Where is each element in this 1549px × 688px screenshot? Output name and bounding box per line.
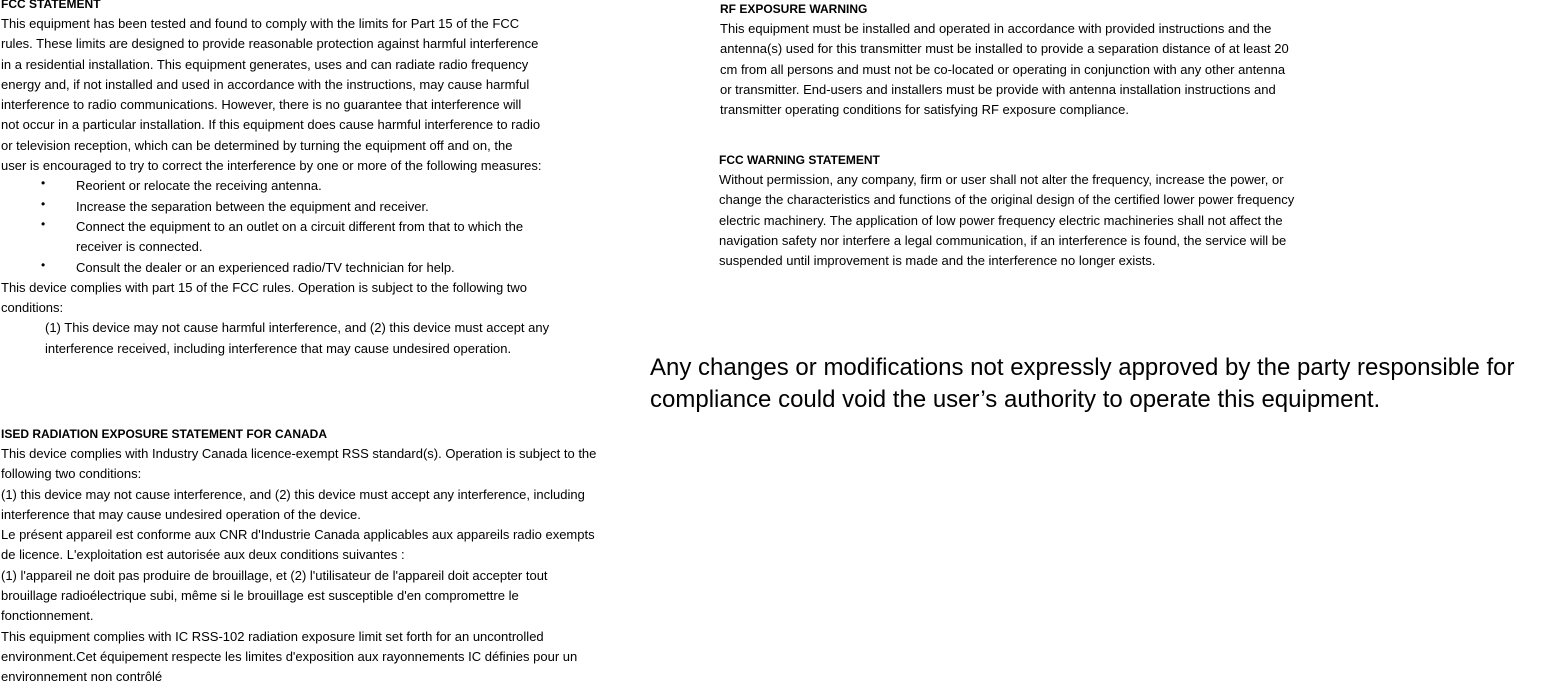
body-line: change the characteristics and functions of the original design of the certified lower power frequency [719,192,1295,208]
body-line: navigation safety nor interfere a legal communication, if an interference is found, the service will be [719,232,1287,248]
body-line: brouillage radioélectrique subi, même si le brouillage est susceptible d'en compromettre le [1,588,519,604]
body-line: fonctionnement. [1,608,94,624]
body-line: energy and, if not installed and used in accordance with the instructions, may cause harmful [1,76,530,92]
body-line: This equipment has been tested and found to comply with the limits for Part 15 of the FCC [1,16,520,31]
body-line: Le présent appareil est conforme aux CNR d'Industrie Canada applicables aux appareils radio exempts [1,527,595,543]
fcc-statement-section [1,0,691,359]
body-line: interference to radio communications. However, there is no guarantee that interference will [1,97,522,113]
body-line: de licence. L'exploitation est autorisée aux deux conditions suivantes : [1,547,405,563]
conditions-paragraph [1,318,691,359]
list-item [1,176,691,196]
list-item [1,258,691,278]
body-line: This equipment complies with IC RSS-102 radiation exposure limit set forth for an uncontrolled [1,628,544,644]
body-line: Without permission, any company, firm or user shall not alter the frequency, increase the power, or [719,172,1284,187]
body-line: This device complies with part 15 of the FCC rules. Operation is subject to the following two [1,279,528,295]
list-item-text: Consult the dealer or an experienced radio/TV technician for help. [76,259,455,275]
rf-exposure-body [720,19,1420,120]
body-line: user is encouraged to try to correct the interference by one or more of the following measures: [1,158,542,174]
measures-list [1,176,691,277]
fcc-statement-title: FCC STATEMENT [1,0,101,11]
fcc-statement-body [1,14,691,359]
body-line: environnement non contrôlé [1,669,163,685]
body-line: transmitter operating conditions for satisfying RF exposure compliance. [720,102,1129,118]
body-line: This equipment must be installed and operated in accordance with provided instructions and the [720,21,1272,36]
canada-exposure-title: ISED RADIATION EXPOSURE STATEMENT FOR CANADA [1,427,328,441]
body-line: electric machinery. The application of low power frequency electric machineries shall not affect the [719,212,1283,228]
rf-exposure-section [720,0,1420,120]
list-item-text: Reorient or relocate the receiving antenna. [76,178,322,194]
body-line: interference that may cause undesired operation of the device. [1,506,361,522]
body-line: suspended until improvement is made and the interference no longer exists. [719,253,1156,269]
body-line: or television reception, which can be determined by turning the equipment off and on, the [1,137,513,153]
body-line: conditions: [1,300,64,316]
fcc-warning-body [719,170,1429,271]
body-line: rules. These limits are designed to provide reasonable protection against harmful interference [1,36,539,52]
body-line: following two conditions: [1,466,142,482]
list-item [1,217,691,258]
body-line: (1) this device may not cause interference, and (2) this device must accept any interference, including [1,486,585,502]
notice-line: compliance could void the user’s authority to operate this equipment. [650,386,1381,413]
body-line: (1) This device may not cause harmful interference, and (2) this device must accept any [45,320,550,336]
body-line: interference received, including interference that may cause undesired operation. [45,340,512,356]
bullet-icon: • [41,257,46,272]
notice-line: Any changes or modifications not expressly approved by the party responsible for [650,354,1515,381]
body-line: environment.Cet équipement respecte les limites d'exposition aux rayonnements IC définies pour un [1,648,578,664]
body-line: not occur in a particular installation. If this equipment does cause harmful interference to radio [1,117,541,133]
list-item-text: receiver is connected. [76,239,203,255]
bullet-icon: • [41,176,46,191]
body-line: antenna(s) used for this transmitter must be installed to provide a separation distance of at least 20 [720,41,1289,57]
rf-exposure-title: RF EXPOSURE WARNING [720,2,868,16]
list-item-text: Connect the equipment to an outlet on a circuit different from that to which the [76,218,524,234]
changes-notice [650,352,1549,416]
canada-exposure-section [1,424,701,688]
fcc-warning-title: FCC WARNING STATEMENT [719,153,880,167]
bullet-icon: • [41,196,46,211]
list-item [1,197,691,217]
canada-exposure-body [1,444,701,688]
body-line: or transmitter. End-users and installers must be provide with antenna installation instructions and [720,81,1276,97]
fcc-warning-section [719,150,1429,271]
body-line: (1) l'appareil ne doit pas produire de brouillage, et (2) l'utilisateur de l'appareil doit accepter tout [1,567,548,583]
list-item-text: Increase the separation between the equipment and receiver. [76,198,429,214]
body-line: This device complies with Industry Canada licence-exempt RSS standard(s). Operation is subject to the [1,446,597,461]
body-line: in a residential installation. This equipment generates, uses and can radiate radio frequency [1,56,529,72]
bullet-icon: • [41,216,46,231]
body-line: cm from all persons and must not be co-located or operating in conjunction with any other antenna [720,61,1286,77]
